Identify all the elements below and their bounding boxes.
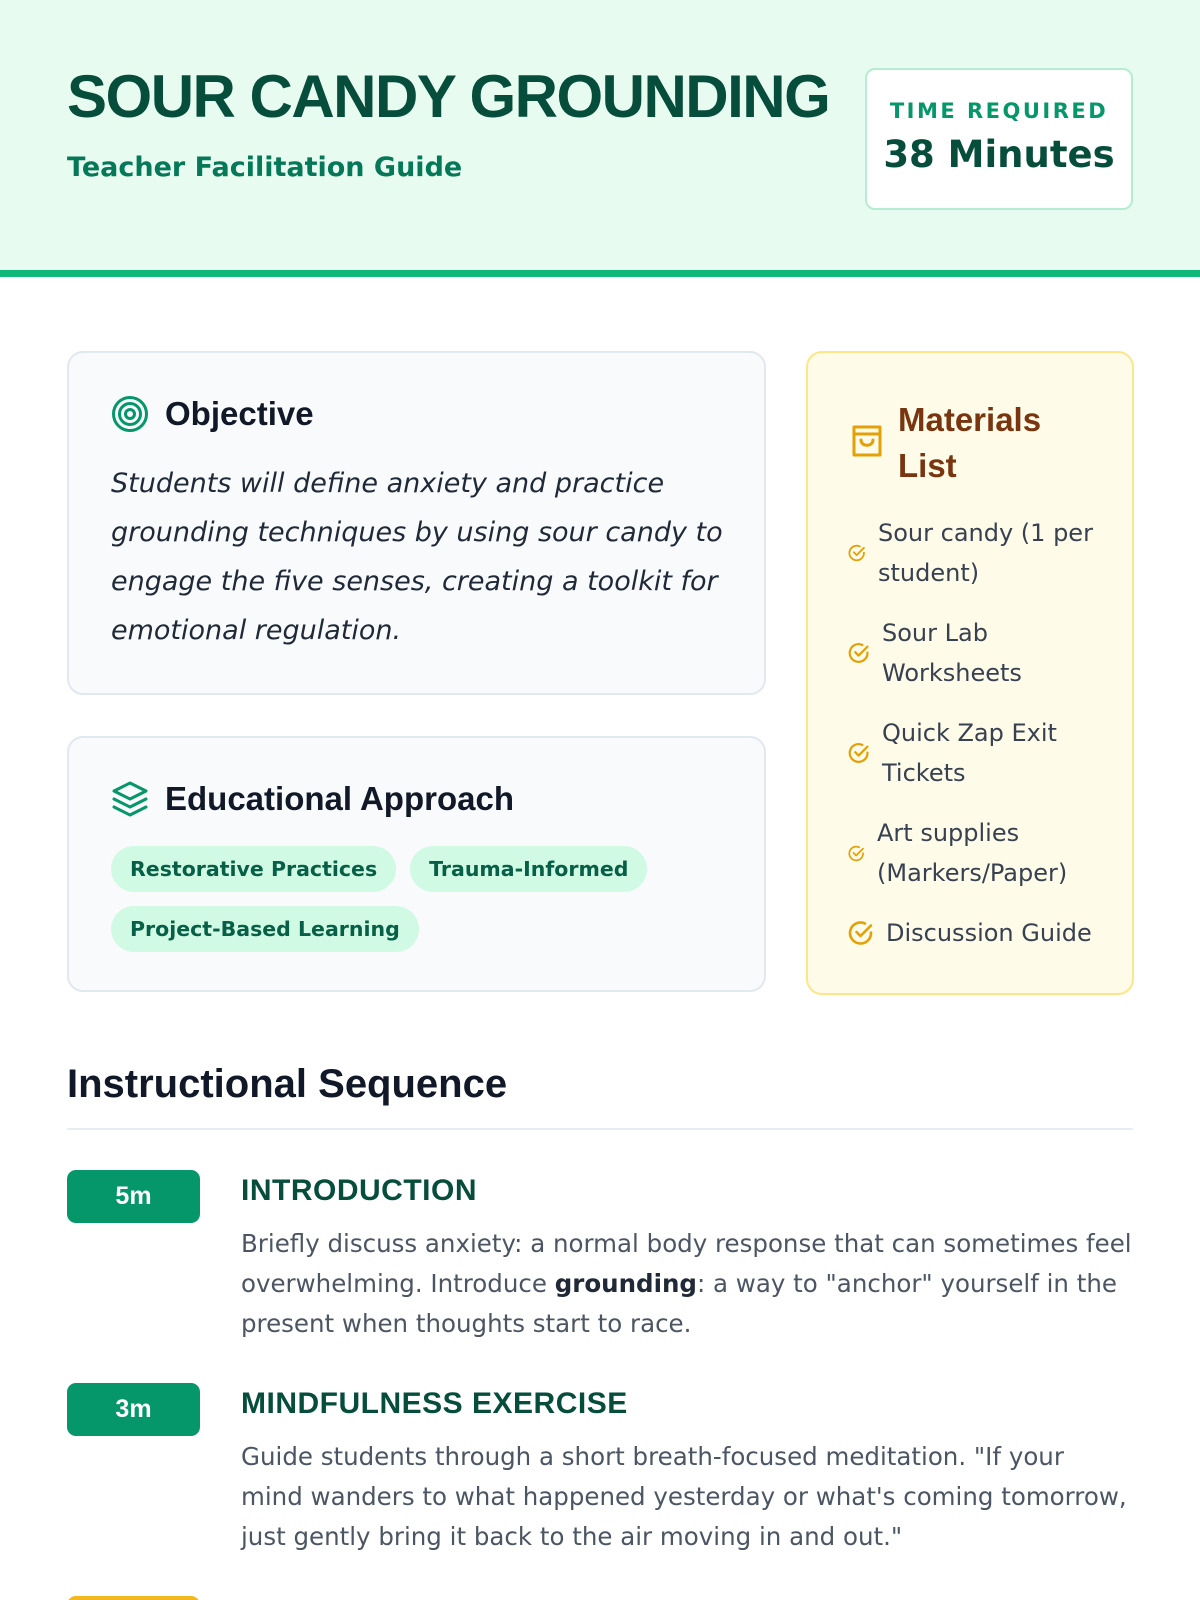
list-item (848, 613, 1118, 693)
step-keyword: grounding (554, 1269, 697, 1298)
check-circle-icon (848, 845, 865, 862)
page-header (0, 0, 1200, 277)
section-divider (67, 1128, 1133, 1130)
materials-header (850, 397, 1068, 489)
material-label: Art supplies (Markers/Paper) (877, 819, 1068, 887)
step-title: INTRODUCTION (241, 1174, 477, 1207)
objective-text: Students will define anxiety and practice grounding techniques by using sour candy to engage the five senses, creating a toolkit for emotional regulation. (111, 468, 723, 646)
materials-list (848, 513, 1118, 973)
list-item (848, 913, 1118, 953)
step-description: Guide students through a short breath-focused meditation. "If your mind wanders to what happened yesterday or what's coming tomorrow, just gently bring it back to the air moving in and out." (241, 1442, 1127, 1551)
page-title: SOUR CANDY GROUNDING (67, 63, 830, 130)
target-icon (111, 395, 149, 433)
list-item (848, 713, 1118, 793)
time-required-label: TIME REQUIRED (889, 99, 1109, 123)
approach-tags (111, 846, 731, 952)
duration-badge (67, 1596, 200, 1600)
educational-approach-card (67, 736, 766, 992)
material-label: Quick Zap Exit Tickets (882, 719, 1057, 787)
list-item (848, 513, 1118, 593)
page-subtitle: Teacher Facilitation Guide (67, 152, 463, 183)
check-circle-icon (848, 544, 866, 562)
step-text: : a way to "anchor" yourself in the present when thoughts start to race. (241, 1269, 1117, 1338)
step-description (241, 1224, 1133, 1344)
check-circle-icon (848, 742, 870, 764)
step-text: Briefly discuss anxiety: a normal body response that can sometimes feel overwhelming. Introduce (241, 1229, 1132, 1298)
sequence-heading: Instructional Sequence (67, 1062, 508, 1106)
check-circle-icon (848, 642, 870, 664)
shopping-bag-icon (850, 423, 884, 463)
check-circle-icon (848, 920, 874, 946)
objective-header (111, 395, 314, 433)
approach-tag: Project-Based Learning (111, 906, 419, 952)
approach-tag: Restorative Practices (111, 846, 396, 892)
material-label: Sour Lab Worksheets (882, 619, 1022, 687)
duration-badge: 5m (67, 1170, 200, 1223)
objective-heading: Objective (165, 395, 314, 432)
materials-card (806, 351, 1134, 995)
approach-heading: Educational Approach (165, 780, 514, 817)
layers-icon (111, 780, 149, 818)
duration-badge: 3m (67, 1383, 200, 1436)
step-title: MINDFULNESS EXERCISE (241, 1387, 628, 1420)
approach-header (111, 780, 514, 818)
material-label: Discussion Guide (886, 919, 1092, 947)
list-item (848, 813, 1118, 893)
time-required-value: 38 Minutes (883, 133, 1115, 176)
materials-heading: Materials List (898, 401, 1042, 484)
material-label: Sour candy (1 per student) (878, 519, 1093, 587)
time-required-card (865, 68, 1133, 210)
approach-tag: Trauma-Informed (410, 846, 647, 892)
objective-card (67, 351, 766, 695)
